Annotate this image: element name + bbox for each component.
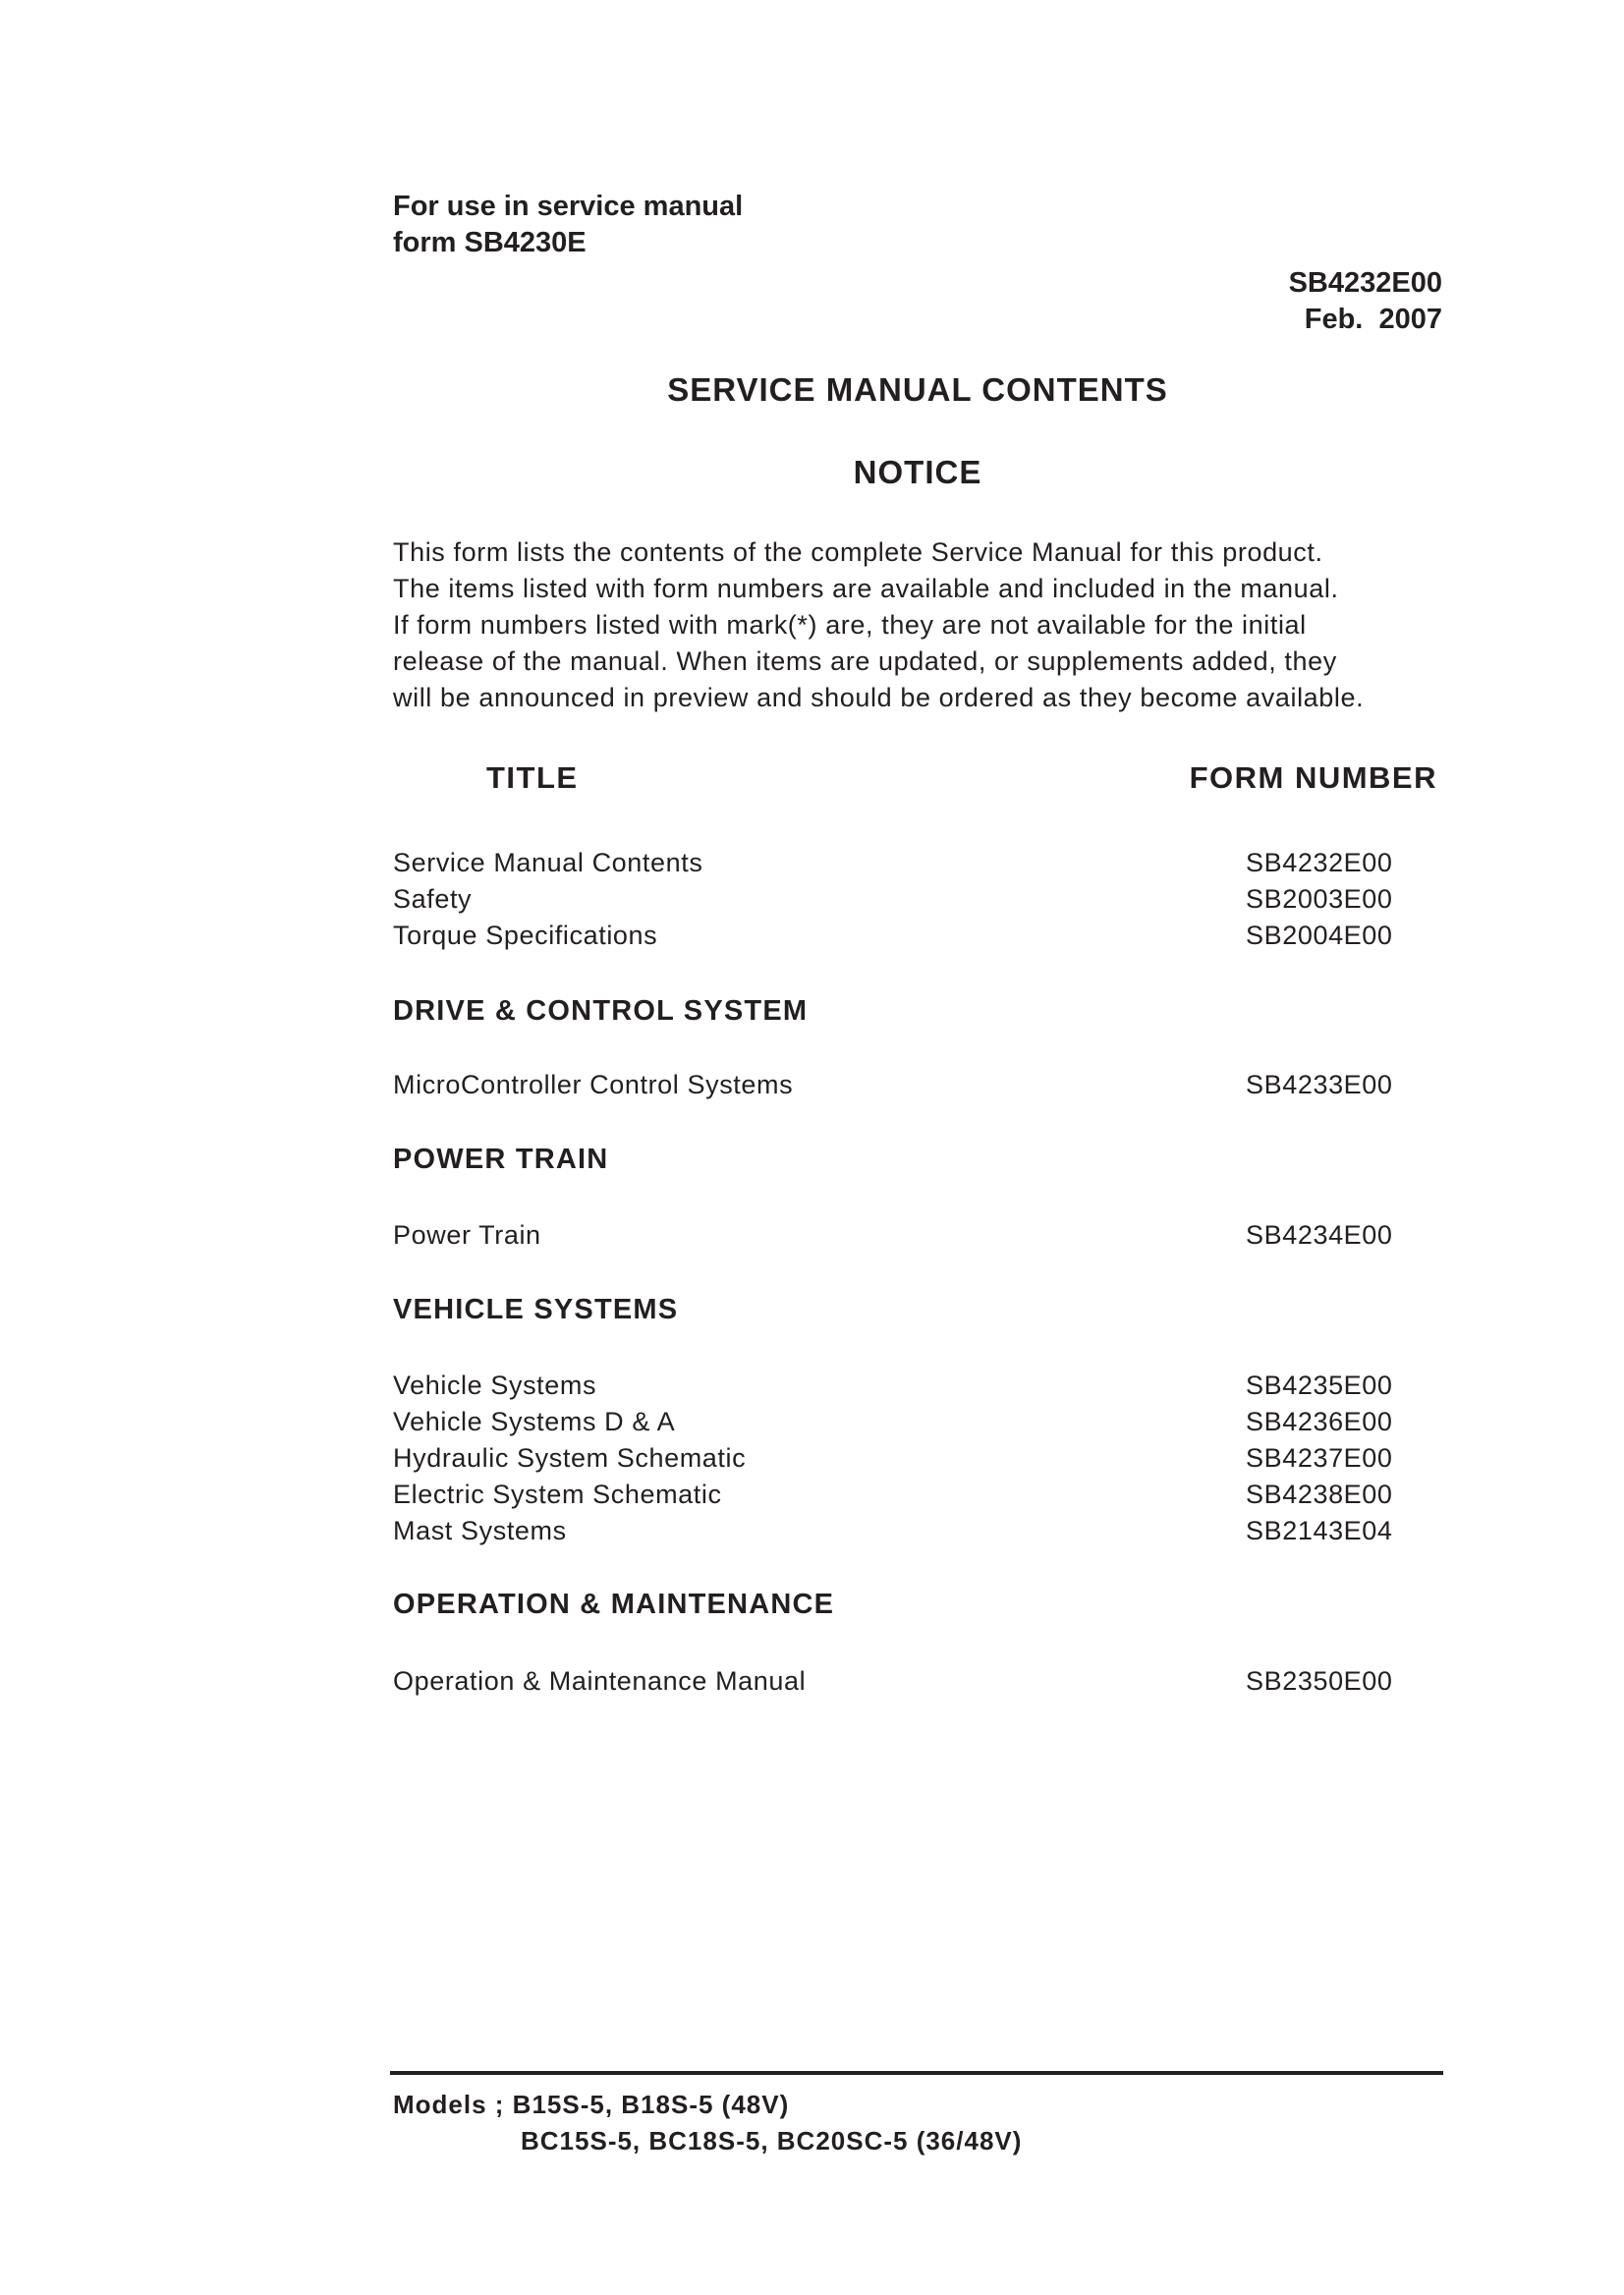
- section-heading: DRIVE & CONTROL SYSTEM: [393, 995, 809, 1027]
- section-operation-maintenance: [393, 1587, 1405, 1700]
- notice-line: If form numbers listed with mark(*) are, they are not available for the initial: [393, 610, 1307, 640]
- item-form-number: SB4235E00: [1246, 1371, 1393, 1400]
- list-item: [393, 1368, 1405, 1404]
- models-line-1: Models ; B15S-5, B18S-5 (48V): [393, 2090, 790, 2119]
- list-item: [393, 918, 1405, 954]
- item-form-number: SB2143E04: [1246, 1516, 1393, 1545]
- service-manual-reference: [393, 189, 743, 261]
- section-heading: VEHICLE SYSTEMS: [393, 1294, 679, 1325]
- models-line-2: BC15S-5, BC18S-5, BC20SC-5 (36/48V): [521, 2126, 1023, 2155]
- section-power-train: [393, 1142, 1405, 1254]
- models-footer: [393, 2087, 1022, 2159]
- item-form-number: SB2004E00: [1246, 921, 1393, 950]
- notice-line: will be announced in preview and should be ordered as they become available.: [393, 683, 1365, 712]
- document-reference: [1289, 265, 1442, 338]
- item-title: Safety: [393, 884, 473, 914]
- item-title: Power Train: [393, 1220, 541, 1250]
- item-form-number: SB4233E00: [1246, 1070, 1393, 1099]
- list-item: [393, 1477, 1405, 1513]
- section-drive-control: [393, 993, 1405, 1103]
- item-title: Vehicle Systems D & A: [393, 1407, 676, 1436]
- list-item: [393, 881, 1405, 918]
- item-form-number: SB4236E00: [1246, 1407, 1393, 1436]
- page-title: SERVICE MANUAL CONTENTS: [667, 371, 1168, 408]
- item-title: Service Manual Contents: [393, 848, 703, 877]
- item-form-number: SB4237E00: [1246, 1443, 1393, 1473]
- use-line-2: form SB4230E: [393, 227, 587, 258]
- column-header-title: TITLE: [486, 760, 579, 795]
- use-line-1: For use in service manual: [393, 191, 744, 222]
- notice-heading: NOTICE: [853, 454, 982, 490]
- section-heading: POWER TRAIN: [393, 1144, 609, 1175]
- item-title: Vehicle Systems: [393, 1371, 597, 1400]
- item-form-number: SB4234E00: [1246, 1220, 1393, 1250]
- column-header-form-number: FORM NUMBER: [1189, 760, 1437, 795]
- doc-date: Feb. 2007: [1304, 304, 1442, 335]
- notice-line: This form lists the contents of the complete Service Manual for this product.: [393, 537, 1323, 567]
- footer-divider: [390, 2071, 1443, 2075]
- item-form-number: SB2350E00: [1246, 1666, 1393, 1696]
- item-title: Torque Specifications: [393, 921, 658, 950]
- item-title: Hydraulic System Schematic: [393, 1443, 747, 1473]
- item-form-number: SB4232E00: [1246, 848, 1393, 877]
- list-item: [393, 1067, 1405, 1103]
- list-item: [393, 1663, 1405, 1700]
- section-general: [393, 845, 1405, 954]
- notice-text: [393, 534, 1364, 716]
- notice-line: release of the manual. When items are updated, or supplements added, they: [393, 646, 1337, 676]
- section-vehicle-systems: [393, 1292, 1405, 1549]
- doc-number: SB4232E00: [1288, 267, 1442, 299]
- item-form-number: SB2003E00: [1246, 884, 1393, 914]
- list-item: [393, 1217, 1405, 1254]
- list-item: [393, 1513, 1405, 1549]
- list-item: [393, 845, 1405, 881]
- item-title: Operation & Maintenance Manual: [393, 1666, 807, 1696]
- section-heading: OPERATION & MAINTENANCE: [393, 1589, 835, 1620]
- list-item: [393, 1440, 1405, 1477]
- item-title: Electric System Schematic: [393, 1480, 722, 1509]
- list-item: [393, 1404, 1405, 1440]
- item-form-number: SB4238E00: [1246, 1480, 1393, 1509]
- item-title: Mast Systems: [393, 1516, 567, 1545]
- item-title: MicroController Control Systems: [393, 1070, 794, 1099]
- notice-line: The items listed with form numbers are available and included in the manual.: [393, 574, 1339, 603]
